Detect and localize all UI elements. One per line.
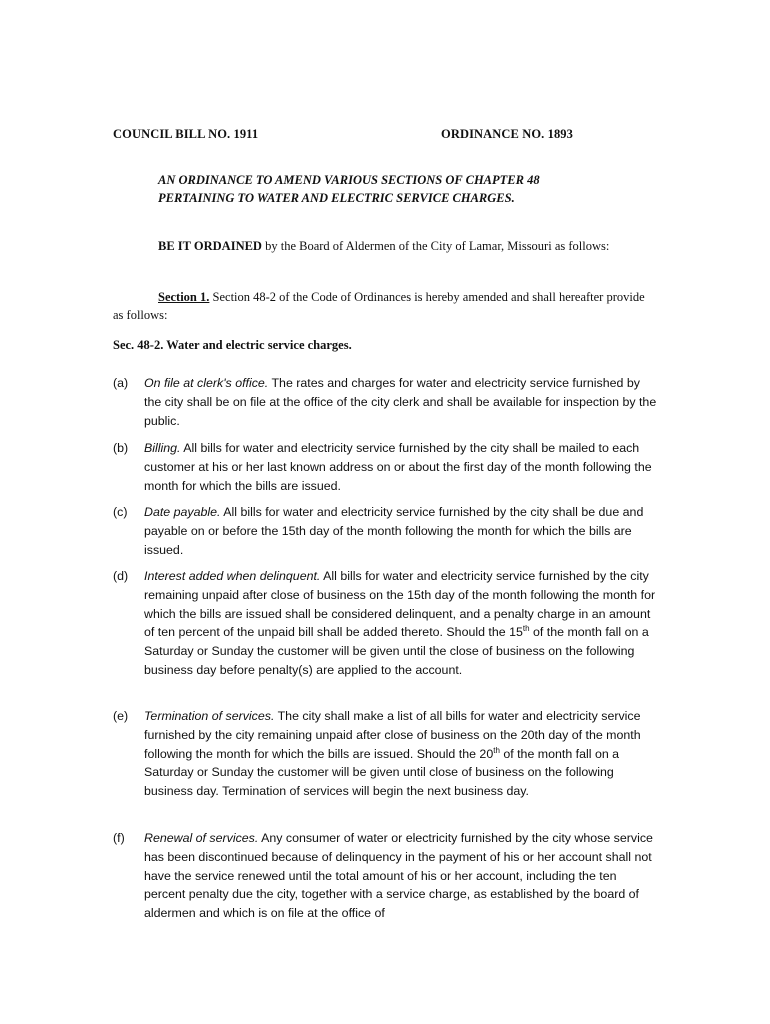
list-item-text: The rates and charges for water and electricity service furnished by the city shall be on file at the office of the city clerk and shall be available for inspection by the public.: [144, 376, 657, 428]
enacting-clause-lead: BE IT ORDAINED: [158, 239, 262, 253]
section-heading: Sec. 48-2. Water and electric service charges.: [113, 338, 352, 352]
section-1-text: Section 48-2 of the Code of Ordinances is hereby amended and shall hereafter provide as follows:: [113, 290, 645, 322]
ordinal-suffix: th: [522, 624, 530, 634]
list-item-label: (b): [113, 441, 129, 455]
section-1-paragraph: [113, 288, 653, 324]
list-item-text: All bills for water and electricity service furnished by the city remaining unpaid after close of business on the 15th day of the month following the month for which the bills are issued shall be considered delinquent, and a penalty charge in an amount of ten percent of the unpaid bill shall be added thereto. Should the 15: [144, 569, 656, 640]
list-item-label: (d): [113, 569, 129, 583]
list-item-heading: Interest added when delinquent.: [144, 569, 321, 583]
ordinance-title-line-1: AN ORDINANCE TO AMEND VARIOUS SECTIONS OF CHAPTER 48: [158, 173, 540, 187]
list-item-heading: Date payable.: [144, 505, 221, 519]
list-item-text-continued: of the month fall on a Saturday or Sunday the customer will be given until close of business on the following business day. Termination of services will begin the next business day.: [144, 746, 620, 799]
ordinance-number: ORDINANCE NO. 1893: [441, 127, 574, 141]
council-bill-number: COUNCIL BILL NO. 1911: [113, 127, 259, 141]
ordinal-suffix: th: [493, 745, 500, 755]
enacting-clause-text: by the Board of Aldermen of the City of Lamar, Missouri as follows:: [261, 239, 610, 253]
list-item-text: The city shall make a list of all bills for water and electricity service furnished by the city remaining unpaid after close of business on the 20th day of the month following the month for which the bills are issued. Should the 20: [144, 709, 641, 761]
list-item-heading: On file at clerk's office.: [144, 376, 269, 390]
list-item-heading: Termination of services.: [144, 709, 275, 723]
enacting-clause: [113, 237, 653, 255]
list-item-label: (f): [113, 831, 125, 845]
section-1-label: Section 1.: [158, 290, 210, 304]
list-item-text: All bills for water and electricity service furnished by the city shall be due and payable on or before the 15th day of the month following the month for which the bills are issued.: [144, 505, 644, 557]
list-item-label: (a): [113, 376, 129, 390]
ordinance-title: [158, 171, 628, 207]
list-item-text-continued: of the month fall on a Saturday or Sunday the customer will be given until the close of business on the following business day before penalty(s) are applied to the account.: [144, 625, 649, 677]
list-item-text: Any consumer of water or electricity furnished by the city whose service has been discontinued because of delinquency in the payment of his or her account shall not have the service renewed until the total amount of his or her account, including the ten percent penalty due the city, together with a service charge, as established by the board of aldermen and which is on file at the office of: [144, 831, 653, 921]
list-item-label: (e): [113, 709, 129, 723]
list-item-text: All bills for water and electricity service furnished by the city shall be mailed to each customer at his or her last known address on or about the first day of the month following the month for which the bills are issued.: [144, 441, 652, 493]
list-item-heading: Billing.: [144, 441, 181, 455]
list-item-heading: Renewal of services.: [144, 831, 259, 845]
list-item-label: (c): [113, 505, 128, 519]
ordinance-title-line-2: PERTAINING TO WATER AND ELECTRIC SERVICE CHARGES.: [158, 191, 515, 205]
